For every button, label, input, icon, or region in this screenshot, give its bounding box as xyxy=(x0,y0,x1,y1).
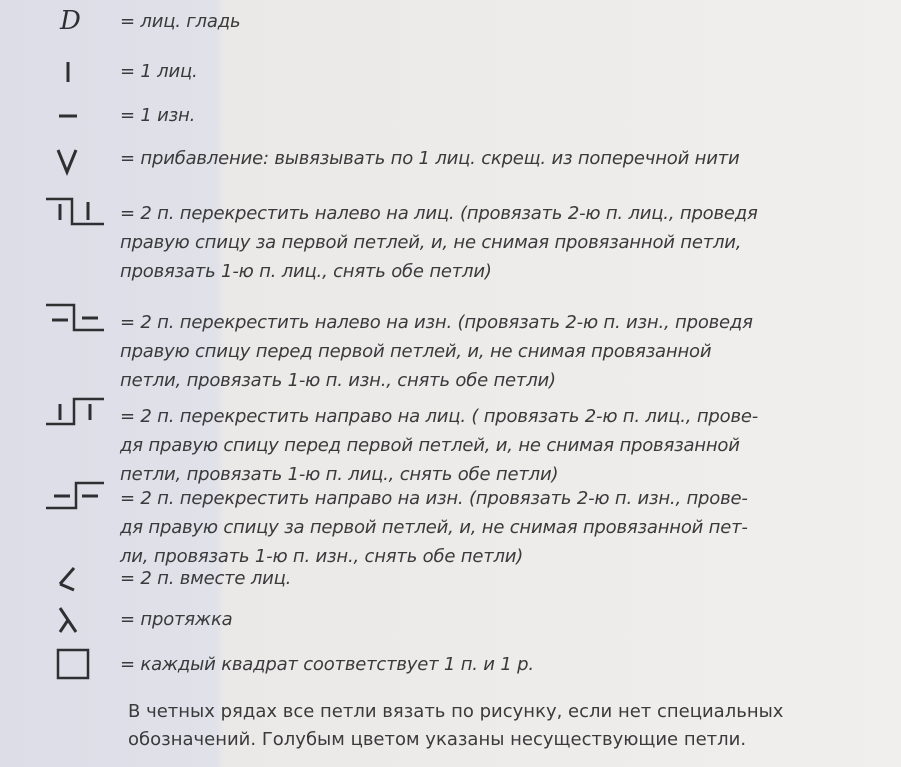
footnote xyxy=(128,698,868,754)
cross-left-knit-icon xyxy=(40,194,110,234)
legend-text: дя правую спицу перед первой петлей, и, не снимая провязанной xyxy=(120,435,740,456)
footnote-line: обозначений. Голубым цветом указаны несуществующие петли. xyxy=(128,729,747,750)
legend-text: ли, провязать 1-ю п. изн., снять обе петли) xyxy=(120,546,524,567)
knit-stockinette-icon: D xyxy=(60,6,81,36)
pull-through-icon xyxy=(40,602,110,642)
cross-left-purl-icon xyxy=(40,300,110,340)
legend-text: = протяжка xyxy=(120,609,233,630)
legend-text: правую спицу перед первой петлей, и, не снимая провязанной xyxy=(120,341,712,362)
legend-text: = 1 изн. xyxy=(120,105,196,126)
legend-text: провязать 1-ю п. лиц., снять обе петли) xyxy=(120,261,492,282)
legend-text: петли, провязать 1-ю п. лиц., снять обе петли) xyxy=(120,464,559,485)
knit-stitch-icon xyxy=(40,56,110,96)
k2tog-icon xyxy=(40,562,110,602)
legend-text: = 2 п. перекрестить направо на лиц. ( провязать 2-ю п. лиц., прове- xyxy=(120,406,759,427)
footnote-line: В четных рядах все петли вязать по рисунку, если нет специальных xyxy=(128,701,784,722)
legend-text: = 2 п. перекрестить направо на изн. (провязать 2-ю п. изн., прове- xyxy=(120,488,748,509)
legend-text: = каждый квадрат соответствует 1 п. и 1 р. xyxy=(120,654,534,675)
legend-text: = 2 п. вместе лиц. xyxy=(120,568,292,589)
legend-text: = 1 лиц. xyxy=(120,61,198,82)
legend-text: правую спицу за первой петлей, и, не снимая провязанной петли, xyxy=(120,232,742,253)
legend-text: = 2 п. перекрестить налево на изн. (провязать 2-ю п. изн., проведя xyxy=(120,312,753,333)
cross-right-purl-icon xyxy=(40,478,110,518)
grid-square-icon xyxy=(40,646,110,686)
legend-text: = прибавление: вывязывать по 1 лиц. скрещ. из поперечной нити xyxy=(120,148,740,169)
cross-right-knit-icon xyxy=(40,394,110,434)
legend-text: петли, провязать 1-ю п. изн., снять обе петли) xyxy=(120,370,556,391)
legend-text: = лиц. гладь xyxy=(120,11,241,32)
purl-stitch-icon xyxy=(40,100,110,140)
legend-text: = 2 п. перекрестить налево на лиц. (провязать 2-ю п. лиц., проведя xyxy=(120,203,758,224)
legend-text: дя правую спицу за первой петлей, и, не снимая провязанной пет- xyxy=(120,517,748,538)
increase-icon xyxy=(40,142,110,182)
